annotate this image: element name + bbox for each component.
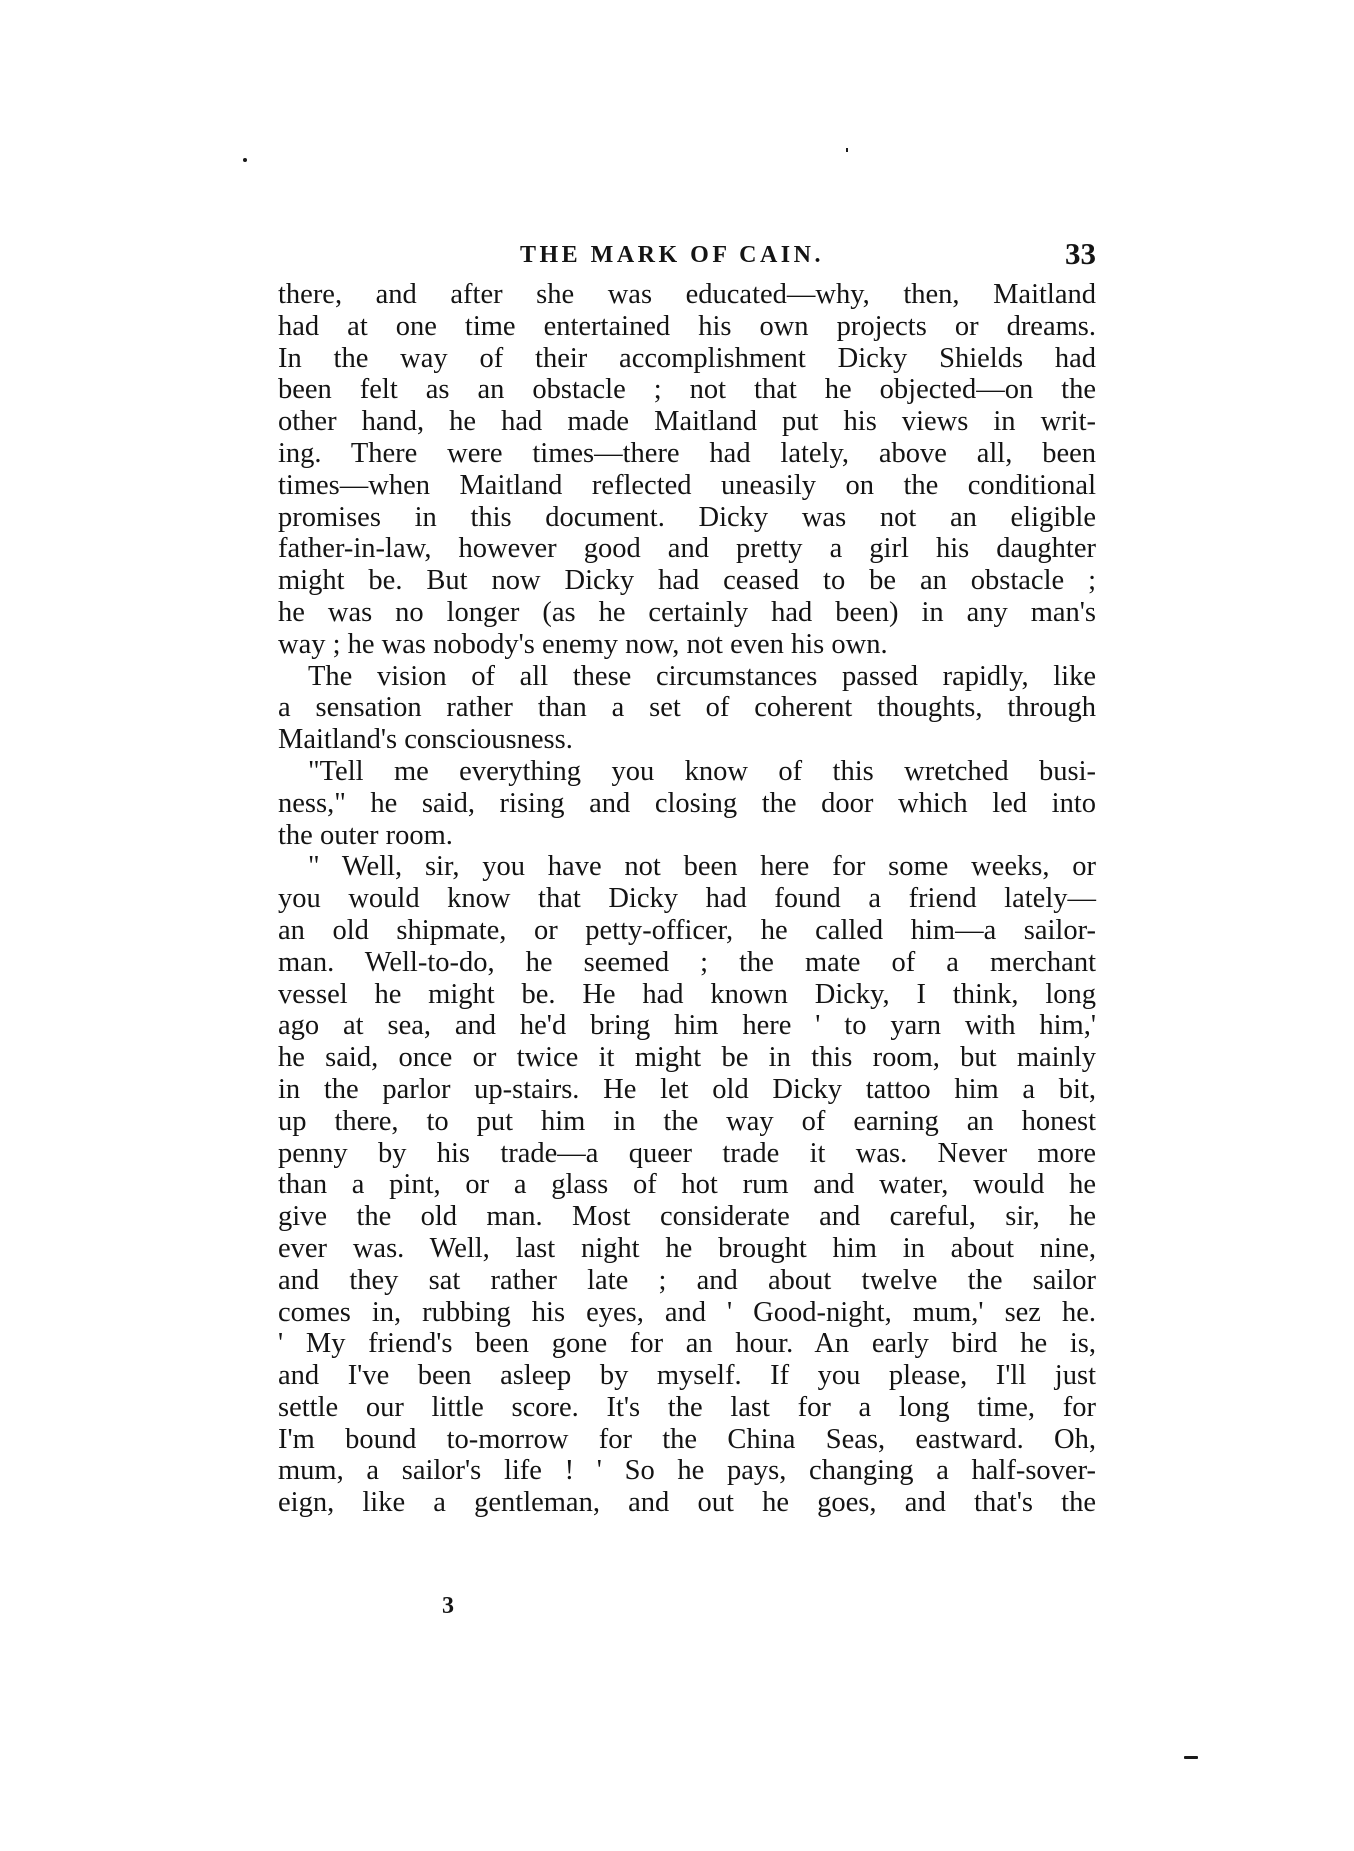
text-line: man. Well-to-do, he seemed ; the mate of a merchant (278, 946, 1096, 978)
text-line: promises in this document. Dicky was not an eligible (278, 501, 1096, 533)
text-line: been felt as an obstacle ; not that he objected—on the (278, 374, 1096, 406)
text-line: " Well, sir, you have not been here for some weeks, or (308, 851, 1096, 883)
signature-mark: 3 (442, 1593, 454, 1619)
text-line: times—when Maitland reflected uneasily on the conditional (278, 469, 1096, 501)
text-line: father-in-law, however good and pretty a girl his daughter (278, 533, 1096, 565)
text-line: in the parlor up-stairs. He let old Dicky tattoo him a bit, (278, 1073, 1096, 1105)
text-line: other hand, he had made Maitland put his views in writ- (278, 406, 1096, 438)
text-line: an old shipmate, or petty-officer, he called him—a sailor- (278, 914, 1096, 946)
text-line: ing. There were times—there had lately, above all, been (278, 437, 1096, 469)
page-number: 33 (1065, 236, 1096, 271)
text-line: up there, to put him in the way of earning an honest (278, 1105, 1096, 1137)
text-line: comes in, rubbing his eyes, and ' Good-night, mum,' sez he. (278, 1296, 1096, 1328)
paragraph (278, 756, 1096, 851)
text-line: penny by his trade—a queer trade it was. Never more (278, 1137, 1096, 1169)
text-line: he was no longer (as he certainly had been) in any man's (278, 596, 1096, 628)
text-line: a sensation rather than a set of coherent thoughts, through (278, 692, 1096, 724)
text-line: way ; he was nobody's enemy now, not even his own. (278, 628, 888, 660)
text-line: settle our little score. It's the last for a long time, for (278, 1391, 1096, 1423)
text-line: Maitland's consciousness. (278, 724, 573, 756)
text-line: vessel he might be. He had known Dicky, I think, long (278, 978, 1096, 1010)
text-line: had at one time entertained his own projects or dreams. (278, 310, 1096, 342)
text-line: and I've been asleep by myself. If you please, I'll just (278, 1360, 1096, 1392)
page-header (278, 238, 1096, 278)
ink-speck (846, 148, 848, 152)
text-line: give the old man. Most considerate and careful, sir, he (278, 1201, 1096, 1233)
text-line: eign, like a gentleman, and out he goes, and that's the (278, 1487, 1096, 1519)
paragraph (278, 279, 1096, 661)
text-line: ness," he said, rising and closing the door which led into (278, 787, 1096, 819)
text-line: "Tell me everything you know of this wretched busi- (308, 755, 1096, 787)
text-line: he said, once or twice it might be in this room, but mainly (278, 1042, 1096, 1074)
running-title: THE MARK OF CAIN. (520, 242, 824, 268)
text-line: and they sat rather late ; and about twelve the sailor (278, 1264, 1096, 1296)
text-line: ever was. Well, last night he brought him in about nine, (278, 1232, 1096, 1264)
text-line: mum, a sailor's life ! ' So he pays, changing a half-sover- (278, 1455, 1096, 1487)
body-text (278, 279, 1096, 1519)
text-line: ' My friend's been gone for an hour. An early bird he is, (278, 1328, 1096, 1360)
text-line: than a pint, or a glass of hot rum and water, would he (278, 1169, 1096, 1201)
text-line: ago at sea, and he'd bring him here ' to yarn with him,' (278, 1010, 1096, 1042)
paragraph (278, 661, 1096, 756)
text-line: might be. But now Dicky had ceased to be an obstacle ; (278, 565, 1096, 597)
ink-speck (1184, 1756, 1198, 1759)
text-line: I'm bound to-morrow for the China Seas, eastward. Oh, (278, 1423, 1096, 1455)
text-line: you would know that Dicky had found a friend lately— (278, 883, 1096, 915)
text-line: The vision of all these circumstances passed rapidly, like (308, 660, 1096, 692)
ink-speck (243, 158, 247, 162)
text-line: there, and after she was educated—why, then, Maitland (278, 279, 1096, 310)
text-line: the outer room. (278, 819, 453, 851)
text-line: In the way of their accomplishment Dicky Shields had (278, 342, 1096, 374)
paragraph (278, 851, 1096, 1519)
